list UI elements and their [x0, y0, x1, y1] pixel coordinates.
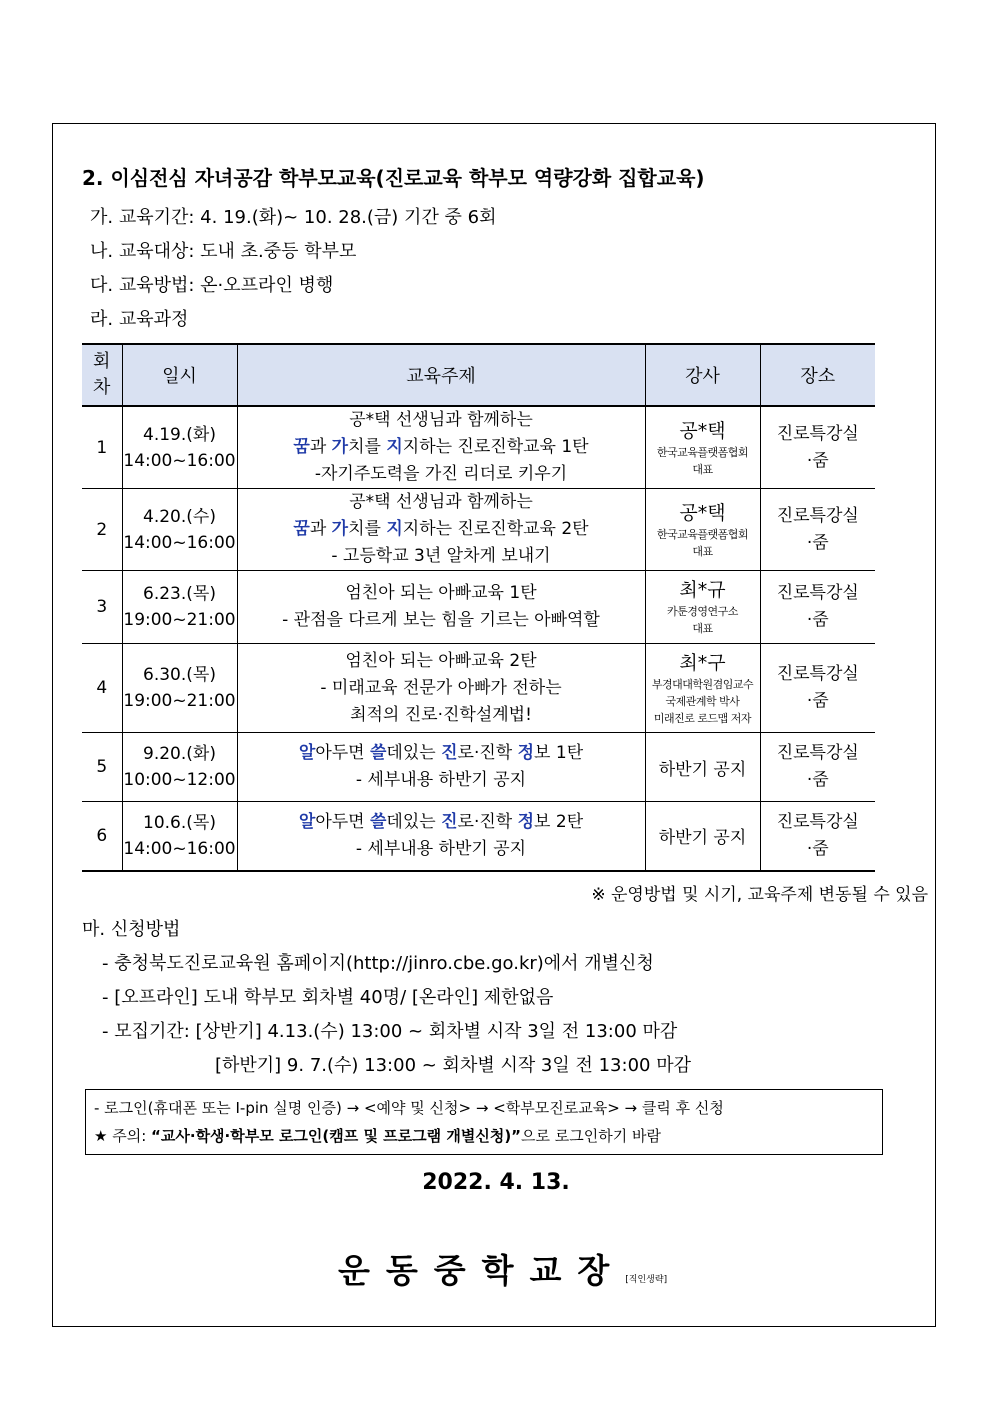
cell-when: 6.23.(목) 19:00~21:00	[122, 571, 237, 644]
cell-instructor: 하반기 공지	[645, 733, 760, 802]
table-row	[82, 571, 875, 644]
table-header-row	[82, 344, 875, 406]
cell-when: 4.19.(화) 14:00~16:00	[122, 406, 237, 489]
apply-line: [하반기] 9. 7.(수) 13:00 ~ 회차별 시작 3일 전 13:00 마감	[215, 1055, 691, 1076]
cell-round: 1	[82, 406, 122, 489]
header-when: 일시	[122, 344, 237, 406]
cell-instructor: 최*구 부경대대학원겸임교수 국제관계학 박사 미래진로 로드맵 저자	[645, 644, 760, 733]
apply-line: - [오프라인] 도내 학부모 회차별 40명/ [온라인] 제한없음	[102, 987, 554, 1008]
cell-place: 진로특강실 ·줌	[760, 406, 875, 489]
cell-instructor: 공*택 한국교육플랫폼협회 대표	[645, 406, 760, 489]
cell-place: 진로특강실 ·줌	[760, 802, 875, 871]
table-row	[82, 489, 875, 571]
cell-topic: 엄친아 되는 아빠교육 2탄 - 미래교육 전문가 아빠가 전하는 최적의 진로·진학설계법!	[237, 644, 645, 733]
login-instruction-box	[85, 1089, 883, 1155]
cell-round: 3	[82, 571, 122, 644]
cell-topic: 공*택 선생님과 함께하는 꿈과 가치를 지지하는 진로진학교육 1탄 -자기주도력을 가진 리더로 키우기	[237, 406, 645, 489]
cell-topic: 알아두면 쓸데있는 진로·진학 정보 1탄 - 세부내용 하반기 공지	[237, 733, 645, 802]
item-course: 라. 교육과정	[90, 309, 189, 330]
apply-line: - 충청북도진로교육원 홈페이지(http://jinro.cbe.go.kr)에서 개별신청	[102, 953, 654, 974]
table-row	[82, 733, 875, 802]
header-topic: 교육주제	[237, 344, 645, 406]
cell-topic: 엄친아 되는 아빠교육 1탄 - 관점을 다르게 보는 힘을 기르는 아빠역할	[237, 571, 645, 644]
item-target: 나. 교육대상: 도내 초.중등 학부모	[90, 241, 357, 262]
change-notice: ※ 운영방법 및 시기, 교육주제 변동될 수 있음	[591, 885, 928, 905]
cell-round: 4	[82, 644, 122, 733]
cell-place: 진로특강실 ·줌	[760, 733, 875, 802]
cell-when: 4.20.(수) 14:00~16:00	[122, 489, 237, 571]
header-place: 장소	[760, 344, 875, 406]
table-row	[82, 802, 875, 871]
schedule-table	[82, 343, 875, 872]
cell-instructor: 하반기 공지	[645, 802, 760, 871]
cell-when: 9.20.(화) 10:00~12:00	[122, 733, 237, 802]
table-row	[82, 406, 875, 489]
cell-topic: 알아두면 쓸데있는 진로·진학 정보 2탄 - 세부내용 하반기 공지	[237, 802, 645, 871]
cell-place: 진로특강실 ·줌	[760, 644, 875, 733]
item-period: 가. 교육기간: 4. 19.(화)~ 10. 28.(금) 기간 중 6회	[90, 207, 497, 228]
seal-note: [직인생략]	[625, 1275, 668, 1285]
cell-instructor: 최*규 카툰경영연구소 대표	[645, 571, 760, 644]
cell-topic: 공*택 선생님과 함께하는 꿈과 가치를 지지하는 진로진학교육 2탄 - 고등학교 3년 알차게 보내기	[237, 489, 645, 571]
cell-round: 5	[82, 733, 122, 802]
header-round: 회 차	[82, 344, 122, 406]
item-method: 다. 교육방법: 온·오프라인 병행	[90, 275, 334, 296]
apply-line: - 모집기간: [상반기] 4.13.(수) 13:00 ~ 회차별 시작 3일 전 13:00 마감	[102, 1021, 678, 1042]
cell-round: 6	[82, 802, 122, 871]
login-caution: ★ 주의: “교사·학생·학부모 로그인(캠프 및 프로그램 개별신청)”으로 로그인하기 바람	[94, 1127, 661, 1145]
cell-place: 진로특강실 ·줌	[760, 571, 875, 644]
login-steps: - 로그인(휴대폰 또는 I-pin 실명 인증) → <예약 및 신청> → <학부모진로교육> → 클릭 후 신청	[94, 1099, 724, 1117]
cell-place: 진로특강실 ·줌	[760, 489, 875, 571]
header-instructor: 강사	[645, 344, 760, 406]
table-row	[82, 644, 875, 733]
cell-when: 10.6.(목) 14:00~16:00	[122, 802, 237, 871]
section-heading: 2. 이심전심 자녀공감 학부모교육(진로교육 학부모 역량강화 집합교육)	[82, 166, 705, 190]
apply-title: 마. 신청방법	[82, 919, 181, 940]
signature: 운동중학교장[직인생략]	[338, 1251, 668, 1290]
document-date: 2022. 4. 13.	[422, 1170, 570, 1195]
cell-round: 2	[82, 489, 122, 571]
cell-instructor: 공*택 한국교육플랫폼협회 대표	[645, 489, 760, 571]
cell-when: 6.30.(목) 19:00~21:00	[122, 644, 237, 733]
